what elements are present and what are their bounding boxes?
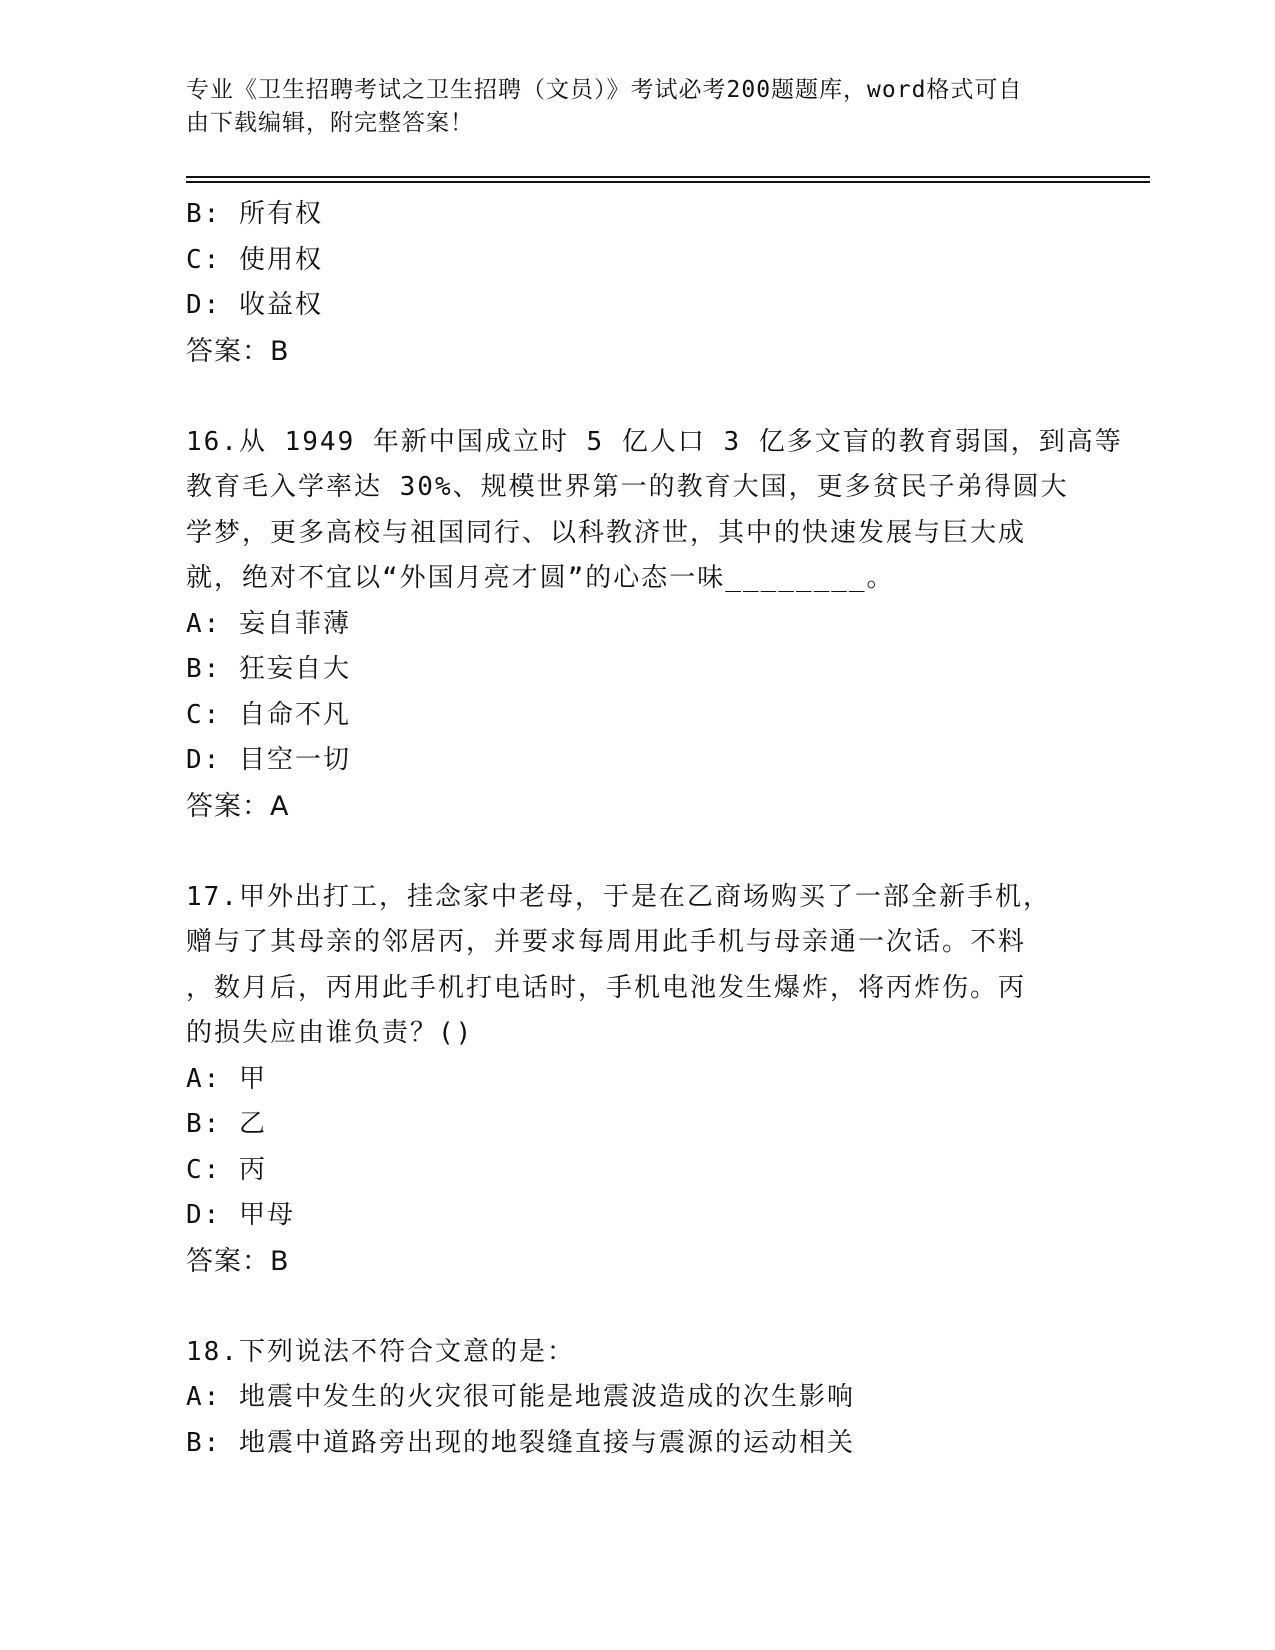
answer-line: 答案：A <box>186 790 290 822</box>
option-c: C: 使用权 <box>186 244 323 275</box>
option-b: B: 地震中道路旁出现的地裂缝直接与震源的运动相关 <box>186 1427 855 1458</box>
option-c: C: 自命不凡 <box>186 699 351 730</box>
question-stem-line: 16.从 1949 年新中国成立时 5 亿人口 3 亿多文盲的教育弱国，到高等 <box>186 426 1123 457</box>
question-stem-line: 赠与了其母亲的邻居丙，并要求每周用此手机与母亲通一次话。不料 <box>186 927 1027 957</box>
header-rule-top <box>186 176 1150 178</box>
question-stem-line: 18.下列说法不符合文意的是： <box>186 1336 575 1367</box>
option-a: A: 地震中发生的火灾很可能是地震波造成的次生影响 <box>186 1382 855 1412</box>
option-d: D: 目空一切 <box>186 745 351 775</box>
option-b: B: 乙 <box>186 1109 267 1139</box>
option-d: D: 收益权 <box>186 290 323 320</box>
option-a: A: 甲 <box>186 1063 267 1094</box>
answer-line: 答案：B <box>186 335 290 367</box>
prev-question-block <box>186 192 1086 374</box>
question-16 <box>186 420 1123 830</box>
header-line-1: 专业《卫生招聘考试之卫生招聘（文员）》考试必考200题题库，word格式可自 <box>186 77 1023 103</box>
spacer <box>186 374 1086 420</box>
question-stem-line: 教育毛入学率达 30%、规模世界第一的教育大国，更多贫民子弟得圆大 <box>186 472 1069 502</box>
option-a: A: 妄自菲薄 <box>186 608 351 639</box>
question-content <box>186 192 1123 1466</box>
question-17 <box>186 875 1086 1285</box>
question-stem-line: ，数月后，丙用此手机打电话时，手机电池发生爆炸，将丙炸伤。丙 <box>186 972 1027 1003</box>
option-c: C: 丙 <box>186 1154 267 1185</box>
spacer <box>186 829 1086 875</box>
question-stem-line: 17.甲外出打工，挂念家中老母，于是在乙商场购买了一部全新手机， <box>186 881 1051 912</box>
option-b: B: 狂妄自大 <box>186 654 351 684</box>
question-18 <box>186 1330 1086 1467</box>
question-stem-line: 的损失应由谁负责？() <box>186 1018 474 1048</box>
option-b: B: 所有权 <box>186 199 323 229</box>
question-stem-line: 就，绝对不宜以“外国月亮才圆”的心态一味________。 <box>186 563 895 593</box>
spacer <box>186 1284 1086 1330</box>
header-line-2: 由下载编辑，附完整答案！ <box>186 110 474 136</box>
question-stem-line: 学梦，更多高校与祖国同行、以科教济世，其中的快速发展与巨大成 <box>186 517 1027 548</box>
option-d: D: 甲母 <box>186 1200 295 1230</box>
answer-line: 答案：B <box>186 1245 290 1277</box>
header-rule-bottom <box>186 181 1150 183</box>
document-header <box>186 74 1066 140</box>
